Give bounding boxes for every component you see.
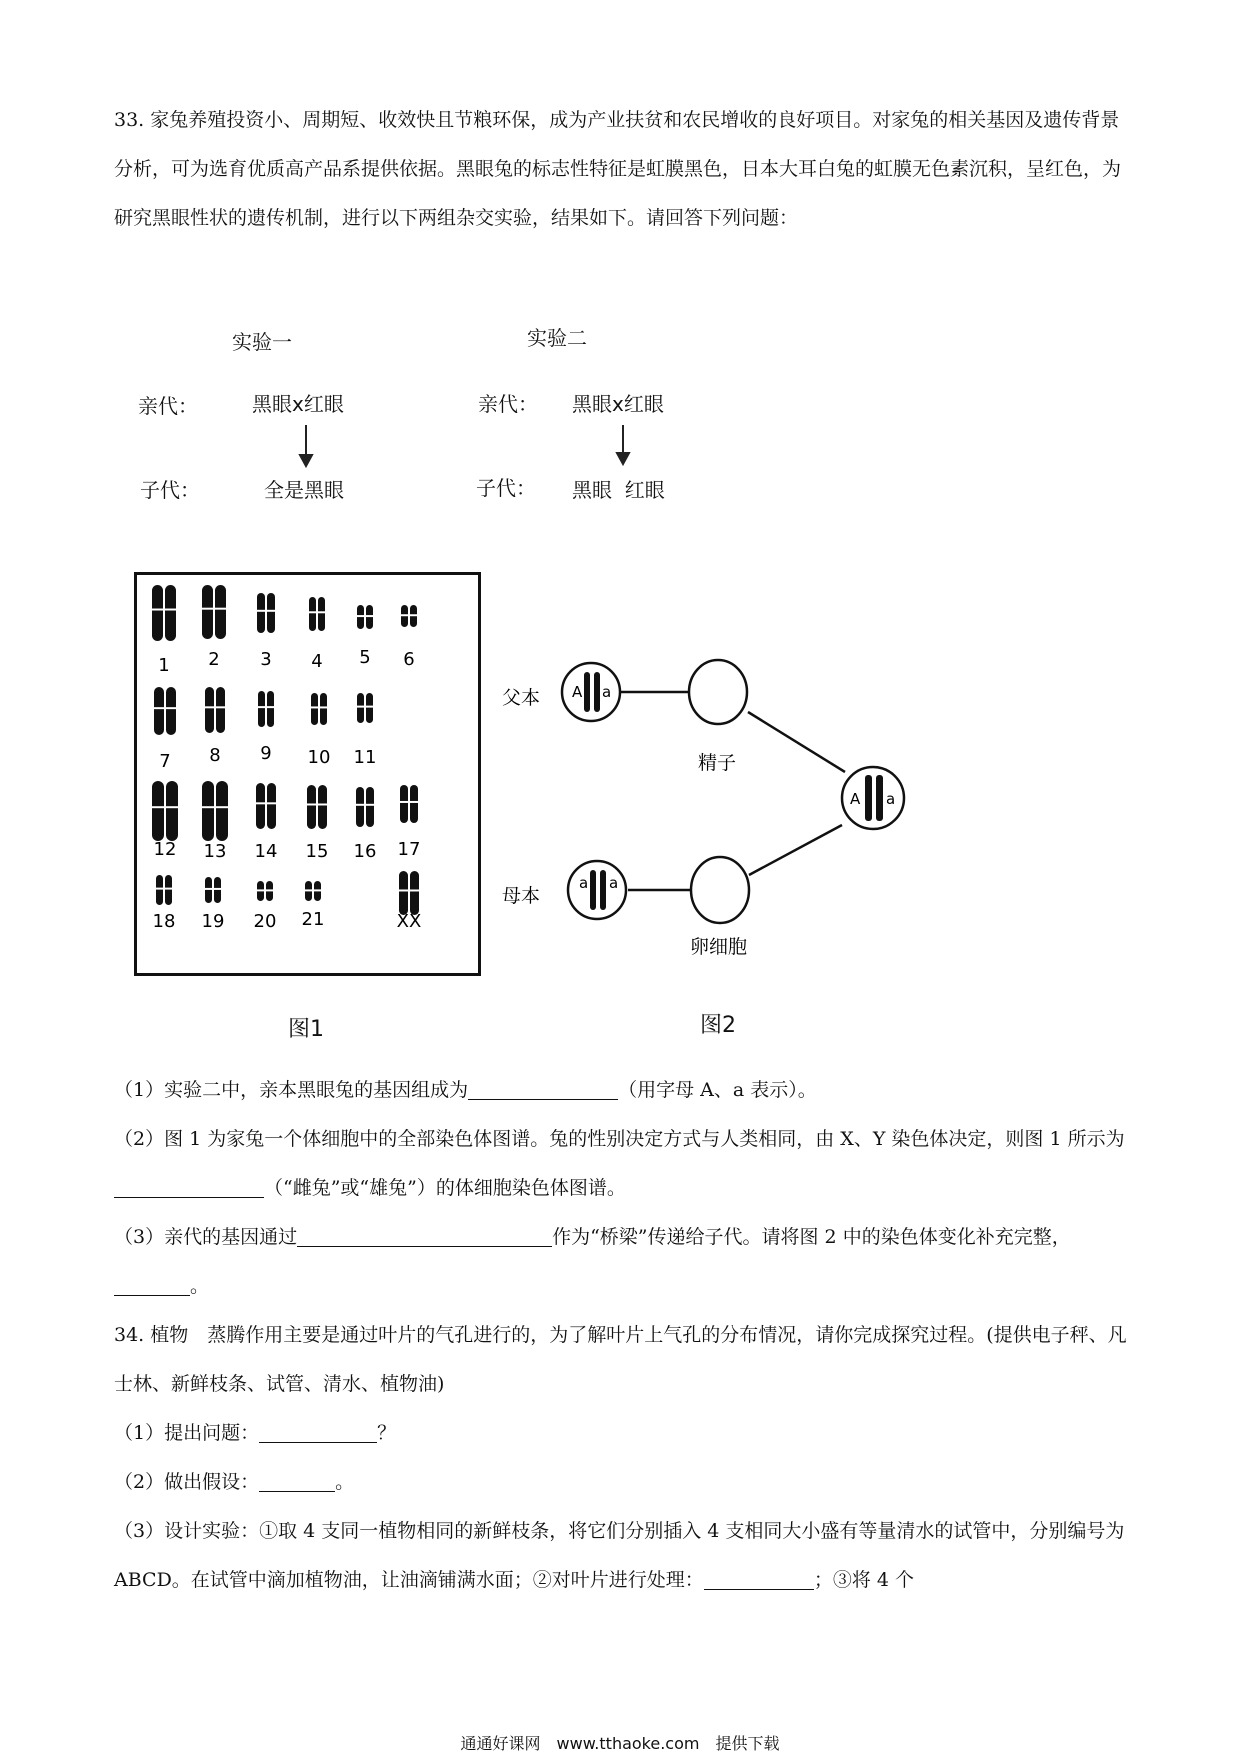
q34-sub1 bbox=[114, 1409, 1128, 1458]
chromosome-pair bbox=[201, 585, 227, 670]
chromosome-pair bbox=[151, 585, 177, 676]
chromosome-pair bbox=[257, 691, 275, 764]
chromosome-label: 18 bbox=[152, 911, 176, 932]
chromosome-pair bbox=[308, 693, 331, 768]
answer-blank[interactable] bbox=[259, 1469, 335, 1492]
chromosome bbox=[166, 687, 176, 735]
chromosome-label: 11 bbox=[353, 747, 377, 768]
connector-line bbox=[749, 825, 842, 875]
q33-stem: 33. 家兔养殖投资小、周期短、收效快且节粮环保，成为产业扶贫和农民增收的良好项目。对家兔的相关基因及遗传背景分析，可为选育优质高产品系提供依据。黑眼兔的标志性特征是虹膜黑色，日本大耳白兔的虹膜无色素沉积，呈红色，为研究黑眼性状的遗传机制，进行以下两组杂交实验，结果如下。请回答下列问题： bbox=[114, 109, 1122, 229]
exp1-child-label: 子代： bbox=[140, 478, 200, 502]
q34-sub2 bbox=[114, 1458, 1128, 1507]
chromosome bbox=[318, 785, 327, 829]
chromosome bbox=[214, 877, 221, 903]
q34-sub1-end: ？ bbox=[377, 1422, 397, 1444]
father-gene-A: A bbox=[572, 683, 583, 701]
chromosome-label: 7 bbox=[159, 751, 171, 772]
chromosome-label: 1 bbox=[158, 655, 170, 676]
exp1-parent-label: 亲代： bbox=[138, 394, 198, 418]
chromosome bbox=[258, 691, 265, 727]
chromosome bbox=[165, 585, 176, 641]
exp1-cross: 黑眼x红眼 bbox=[252, 392, 344, 416]
chromosome-pair bbox=[153, 687, 177, 772]
chromosome-label: 2 bbox=[208, 649, 220, 670]
q33-sub1-hint: （用字母 A、a 表示）。 bbox=[618, 1079, 817, 1101]
mother-gene-a-left: a bbox=[579, 874, 589, 892]
chromosome bbox=[267, 593, 275, 633]
chromosome bbox=[356, 787, 364, 827]
q33-sub1-text: （1）实验二中，亲本黑眼兔的基因组成为 bbox=[114, 1079, 469, 1101]
chromosome bbox=[399, 871, 408, 915]
exp1-title: 实验一 bbox=[232, 330, 292, 354]
figure-1-caption: 图1 bbox=[288, 1017, 324, 1042]
chromosome bbox=[202, 781, 214, 841]
page-footer: 通通好课网 www.tthaoke.com 提供下载 bbox=[460, 1734, 780, 1753]
chromosome-label: 14 bbox=[254, 841, 278, 862]
chromosome bbox=[320, 693, 327, 725]
exp2-cross: 黑眼x红眼 bbox=[572, 392, 664, 416]
q34-sub3-text: （3）设计实验：①取 4 支同一植物相同的新鲜枝条，将它们分别插入 4 支相同大小盛有等量清水的试管中，分别编号为 ABCD。在试管中滴加植物油，让油滴铺满水面；②对叶片进行处理： bbox=[114, 1520, 1125, 1591]
arrow-down-icon bbox=[617, 425, 629, 464]
answer-blank[interactable] bbox=[704, 1567, 814, 1590]
q33-sub1 bbox=[114, 1066, 1128, 1115]
egg-label: 卵细胞 bbox=[690, 936, 748, 958]
q33-sub2-hint: （“雌兔”或“雄兔”）的体细胞染色体图谱。 bbox=[264, 1177, 626, 1199]
zygote-gene-A: A bbox=[850, 790, 861, 808]
chromosome bbox=[152, 585, 163, 641]
chromosome-pair bbox=[302, 881, 325, 930]
chromosome bbox=[216, 781, 228, 841]
chromosome bbox=[267, 783, 276, 829]
chromosome bbox=[318, 597, 325, 631]
chromosome bbox=[205, 687, 214, 733]
chromosome-pair bbox=[202, 877, 225, 932]
chromosome-label: 15 bbox=[305, 841, 329, 862]
chromosome bbox=[400, 785, 408, 823]
sperm-cell bbox=[689, 660, 747, 724]
q33-sub3-end: 。 bbox=[190, 1275, 210, 1297]
figure-1-karyotype bbox=[134, 572, 481, 976]
chromosome-pair bbox=[354, 693, 377, 768]
chromosome-pair bbox=[308, 597, 326, 672]
chromosome-label: 21 bbox=[301, 909, 325, 930]
experiment-arrows bbox=[0, 0, 1240, 520]
father-label: 父本 bbox=[502, 687, 541, 709]
answer-blank[interactable] bbox=[468, 1077, 618, 1100]
chromosome bbox=[410, 785, 418, 823]
q34-stem: 34. 植物 蒸腾作用主要是通过叶片的气孔进行的，为了解叶片上气孔的分布情况，请你完成探究过程。(提供电子秤、凡士林、新鲜枝条、试管、清水、植物油) bbox=[114, 1324, 1127, 1395]
chromosome bbox=[216, 687, 225, 733]
chromosome-label: 16 bbox=[353, 841, 377, 862]
zygote-cell bbox=[842, 767, 904, 829]
chromosome-label: 3 bbox=[260, 649, 272, 670]
chromosome bbox=[307, 785, 316, 829]
chromosome-pair bbox=[151, 781, 179, 860]
chromosome bbox=[152, 781, 164, 841]
chromosome-pair bbox=[204, 687, 226, 766]
chromosome-label: 4 bbox=[311, 651, 323, 672]
chromosome bbox=[154, 687, 164, 735]
chromosome-label: XX bbox=[396, 911, 422, 932]
answer-blank[interactable] bbox=[259, 1420, 377, 1443]
chromosome bbox=[256, 783, 265, 829]
zygote-gene-a: a bbox=[886, 790, 896, 808]
chromosome bbox=[165, 875, 172, 905]
chromosome-pair bbox=[201, 781, 229, 862]
chromosome bbox=[267, 691, 274, 727]
chromosome-pair bbox=[255, 783, 278, 862]
arrow-down-icon bbox=[300, 425, 312, 466]
sperm-label: 精子 bbox=[698, 752, 737, 774]
exp2-title: 实验二 bbox=[527, 326, 587, 350]
chromosome bbox=[166, 781, 178, 841]
chromosome bbox=[257, 593, 265, 633]
connector-line bbox=[748, 712, 845, 772]
chromosome-pair bbox=[354, 787, 377, 862]
q34-sub2-text: （2）做出假设： bbox=[114, 1471, 260, 1493]
q33-sub3-text: （3）亲代的基因通过 bbox=[114, 1226, 298, 1248]
chromosome-pair bbox=[398, 785, 421, 860]
chromosome bbox=[357, 693, 364, 723]
chromosome-label: 17 bbox=[397, 839, 421, 860]
chromosome bbox=[410, 871, 419, 915]
chromosome bbox=[156, 875, 163, 905]
mother-gene-a-right: a bbox=[609, 874, 619, 892]
chromosome-label: 9 bbox=[260, 743, 272, 764]
exp1-result: 全是黑眼 bbox=[264, 478, 344, 502]
answer-blank[interactable] bbox=[114, 1273, 190, 1296]
chromosome bbox=[311, 693, 318, 725]
chromosome-pair bbox=[153, 875, 176, 932]
mother-label: 母本 bbox=[502, 885, 541, 907]
chromosome bbox=[366, 693, 373, 723]
chromosome-label: 19 bbox=[201, 911, 225, 932]
q33-sub2 bbox=[114, 1115, 1128, 1213]
father-gene-a: a bbox=[602, 683, 612, 701]
q34-sub1-text: （1）提出问题： bbox=[114, 1422, 260, 1444]
chromosome-pair bbox=[397, 871, 422, 932]
chromosome-pair bbox=[254, 881, 277, 932]
chromosome bbox=[215, 585, 226, 639]
chromosome-label: 13 bbox=[203, 841, 227, 862]
chromosome-label: 10 bbox=[307, 747, 331, 768]
q34-sub3-end: ；③将 4 个 bbox=[813, 1569, 914, 1591]
chromosome-label: 20 bbox=[253, 911, 277, 932]
chromosome bbox=[366, 787, 374, 827]
father-cell bbox=[562, 663, 620, 721]
chromosome-label: 8 bbox=[209, 745, 221, 766]
chromosome-pair bbox=[256, 593, 276, 670]
answer-blank[interactable] bbox=[297, 1224, 552, 1247]
figure-2-diagram bbox=[480, 620, 950, 960]
q33-sub2-text: （2）图 1 为家兔一个体细胞中的全部染色体图谱。兔的性别决定方式与人类相同，由 X、Y 染色体决定，则图 1 所示为 bbox=[114, 1128, 1125, 1150]
exp2-result: 黑眼 红眼 bbox=[572, 478, 665, 502]
exp2-parent-label: 亲代： bbox=[478, 392, 538, 416]
chromosome-label: 6 bbox=[403, 649, 415, 670]
mother-cell bbox=[568, 861, 626, 919]
chromosome bbox=[309, 597, 316, 631]
figure-2-caption: 图2 bbox=[700, 1013, 736, 1038]
chromosome bbox=[205, 877, 212, 903]
answer-blank[interactable] bbox=[114, 1175, 264, 1198]
chromosome-pair bbox=[356, 605, 374, 668]
egg-cell bbox=[691, 857, 749, 923]
chromosome bbox=[202, 585, 213, 639]
chromosome-pair bbox=[400, 605, 418, 670]
q33-sub3-mid: 作为“桥梁”传递给子代。请将图 2 中的染色体变化补充完整， bbox=[552, 1226, 1071, 1248]
exp2-child-label: 子代： bbox=[476, 476, 536, 500]
q34-sub2-end: 。 bbox=[335, 1471, 355, 1493]
chromosome-label: 12 bbox=[153, 839, 177, 860]
chromosome-pair bbox=[306, 785, 329, 862]
q34-sub3 bbox=[114, 1507, 1128, 1605]
chromosome-label: 5 bbox=[359, 647, 371, 668]
q33-sub3 bbox=[114, 1213, 1128, 1311]
